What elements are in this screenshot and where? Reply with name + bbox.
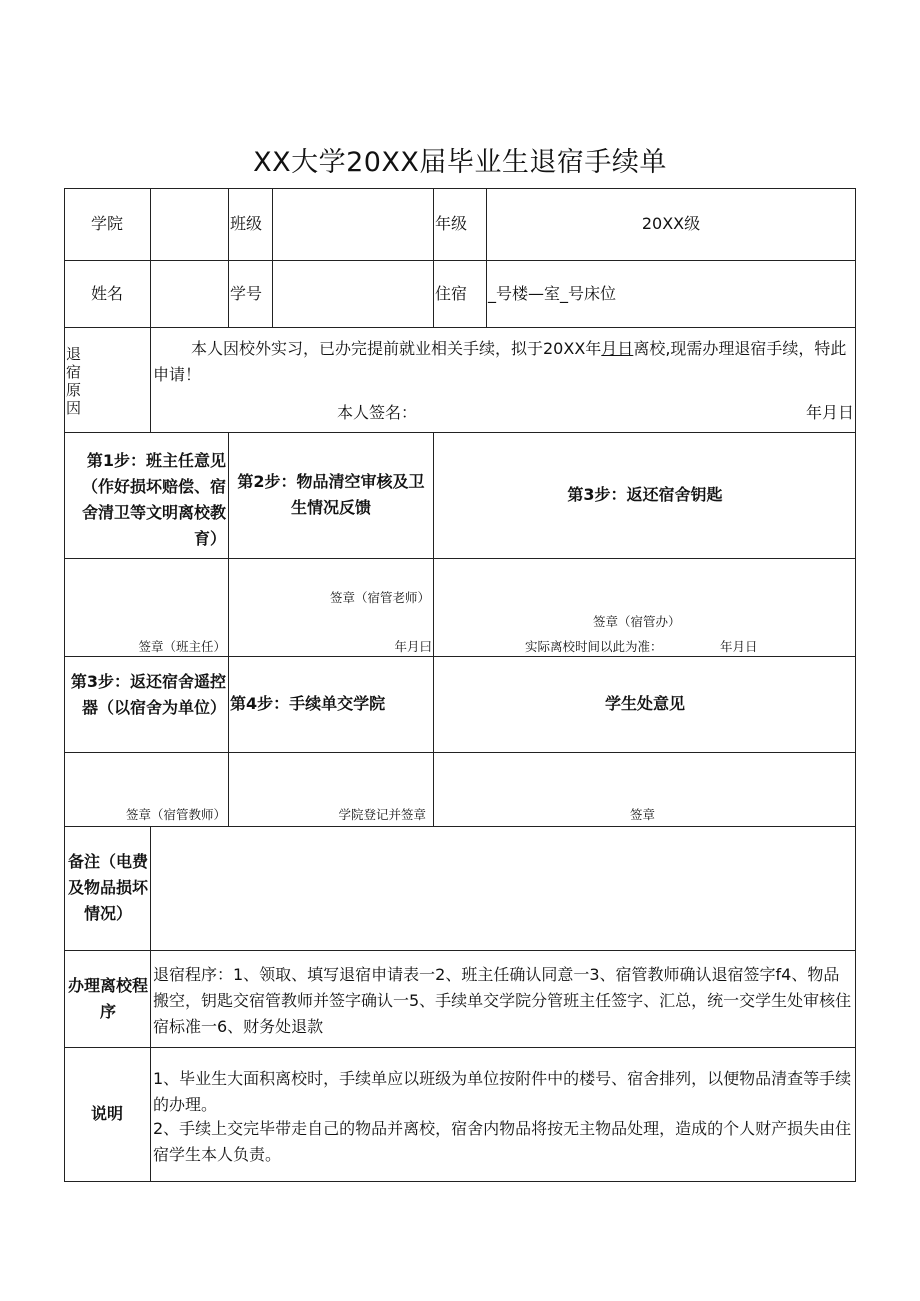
applicant-signature-label: 本人签名： [337, 403, 418, 422]
step2-header: 第2步：物品清空审核及卫生情况反馈 [237, 472, 425, 517]
reason-text-a: 本人因校外实习，已办完提前就业相关手续，拟于20XX年 [191, 339, 602, 358]
step1-header: 第1步：班主任意见（作好损坏赔偿、宿舍清卫等文明离校教育） [81, 451, 226, 548]
student-id-field[interactable] [273, 261, 433, 327]
step4-header: 第4步：手续单交学院 [230, 694, 386, 713]
remarks-field[interactable] [152, 828, 852, 948]
step3-remote-header: 第3步：返还宿舍遥控器（以宿舍为单位） [70, 672, 226, 717]
reason-text[interactable] [151, 336, 855, 396]
page-title: XX大学20XX届毕业生退宿手续单 [253, 147, 667, 178]
head-teacher-sign[interactable]: 签章（班主任） [138, 639, 226, 654]
student-office-header: 学生处意见 [604, 694, 685, 713]
notes-label: 说明 [90, 1104, 123, 1123]
dorm-field[interactable]: _号楼—室_号床位 [488, 283, 617, 303]
name-field[interactable] [151, 261, 228, 327]
college-label: 学院 [90, 214, 123, 233]
procedure-text: 退宿程序：1、领取、填写退宿申请表一2、班主任确认同意一3、宿管教师确认退宿签字f4、物品搬空，钥匙交宿管教师并签字确认一5、手续单交学院分管班主任签字、汇总，统一交学生处审核住宿标准一6、财务处退款 [153, 965, 852, 1036]
student-office-sign[interactable]: 签章 [630, 807, 656, 822]
dorm-office-sign[interactable]: 签章（宿管办） [593, 614, 681, 629]
reason-date: 月日 [601, 339, 634, 358]
dorm-office-date[interactable]: 年月日 [720, 639, 758, 654]
reason-text-b: 离校,现需办理退宿手续，特此申请！ [153, 339, 847, 384]
dorm-teacher-date[interactable]: 年月曰 [394, 639, 432, 654]
student-id-label: 学号 [230, 283, 263, 303]
grade-field[interactable]: 20XX级 [641, 214, 701, 233]
procedure-label: 办理离校程序 [68, 975, 149, 1021]
remarks-label: 备注（电费及物品损坏情况） [68, 852, 149, 923]
college-field[interactable] [151, 189, 228, 260]
reason-date-label: 年月日 [805, 403, 854, 422]
remote-sign[interactable]: 签章（宿管教师） [125, 807, 226, 822]
grade-label: 年级 [435, 214, 468, 233]
dorm-label: 住宿 [435, 283, 468, 303]
dorm-teacher-sign[interactable]: 签章（宿管老师） [329, 590, 430, 605]
name-label: 姓名 [90, 283, 123, 303]
step3-header: 第3步：返还宿舍钥匙 [567, 485, 723, 504]
class-field[interactable] [273, 189, 433, 260]
notes-item-1: 1、毕业生大面积离校时，手续单应以班级为单位按附件中的楼号、宿舍排列，以便物品清查等手续的办理。 [153, 1069, 852, 1114]
notes-item-2: 2、手续上交完毕带走自己的物品并离校，宿舍内物品将按无主物品处理，造成的个人财产损失由住宿学生本人负责。 [153, 1119, 852, 1164]
college-register-sign[interactable]: 学院登记并签章 [338, 807, 426, 822]
class-label: 班级 [230, 214, 263, 233]
checkout-form-table [64, 188, 856, 1182]
reason-label: 退宿原因 [66, 345, 82, 417]
actual-leave-note: 实际离校时间以此为准： [525, 639, 663, 654]
